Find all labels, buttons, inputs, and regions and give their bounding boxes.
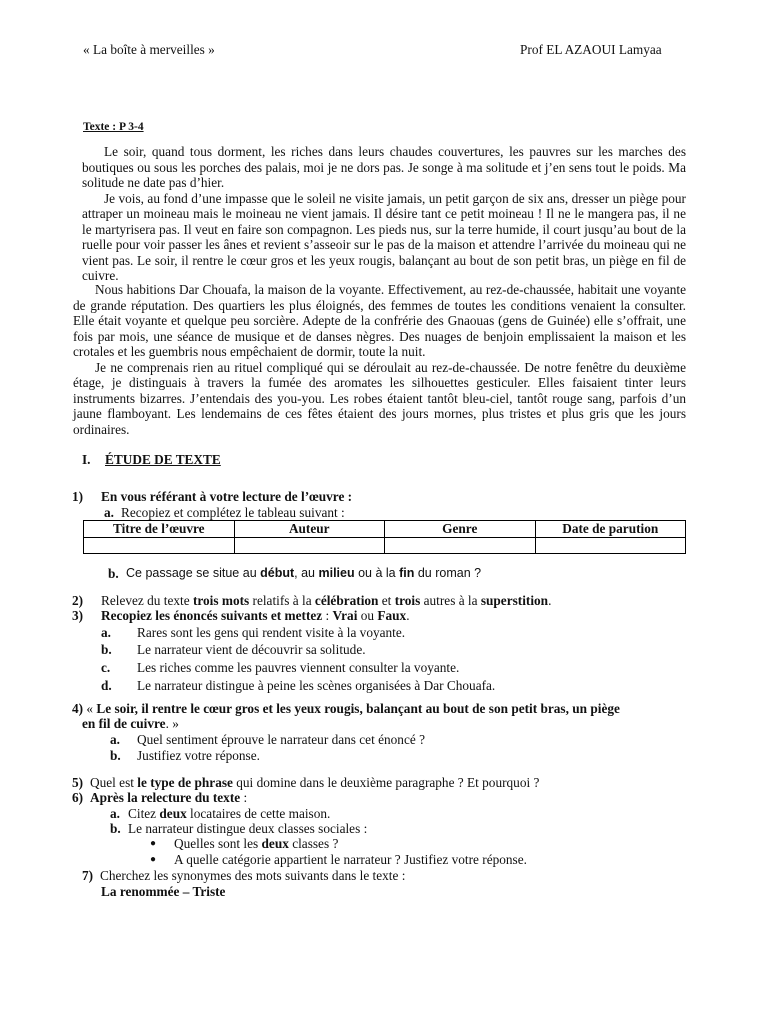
q6-b-label: b. xyxy=(110,821,121,836)
q2-text: Relevez du texte trois mots relatifs à la célébration et trois autres à la superstition. xyxy=(101,593,552,608)
table-header: Auteur xyxy=(234,521,385,538)
texte-label: Texte : P 3-4 xyxy=(83,121,144,133)
q3-d-text: Le narrateur distingue à peine les scènes organisées à Dar Chouafa. xyxy=(137,678,496,693)
table-cell xyxy=(385,537,536,553)
q4-b-label: b. xyxy=(110,748,121,763)
q4-a-label: a. xyxy=(110,732,120,747)
q5-text: Quel est le type de phrase qui domine dans le deuxième paragraphe ? Et pourquoi ? xyxy=(90,775,540,790)
q6-bullet-2: A quelle catégorie appartient le narrateur ? Justifiez votre réponse. xyxy=(174,852,527,867)
q3-a-text: Rares sont les gens qui rendent visite à la voyante. xyxy=(137,625,406,640)
table-header-row xyxy=(84,521,686,538)
q6-number: 6) xyxy=(72,790,84,805)
table-header: Titre de l’œuvre xyxy=(84,521,235,538)
q7-number: 7) xyxy=(82,868,94,883)
q3-b-label: b. xyxy=(101,642,112,657)
q2-number: 2) xyxy=(72,593,84,608)
oeuvre-table xyxy=(83,520,686,554)
q5-number: 5) xyxy=(72,775,84,790)
q4-quote: 4) « Le soir, il rentre le cœur gros et les yeux rougis, balançant au bout de son petit bras, un piège xyxy=(72,701,620,716)
table-cell xyxy=(84,537,235,553)
q3-number: 3) xyxy=(72,608,84,623)
q4-quote-end: en fil de cuivre. » xyxy=(82,716,179,731)
q3-a-label: a. xyxy=(101,625,111,640)
q7-words: La renommée – Triste xyxy=(101,884,226,899)
q3-d-label: d. xyxy=(101,678,112,693)
q3-c-text: Les riches comme les pauvres viennent consulter la voyante. xyxy=(137,660,460,675)
q6-a-text: Citez deux locataires de cette maison. xyxy=(128,806,331,821)
table-row xyxy=(84,537,686,553)
q6-bullet-1: Quelles sont les deux classes ? xyxy=(174,836,339,851)
q1-b-text: Ce passage se situe au début, au milieu ou à la fin du roman ? xyxy=(126,566,482,580)
paragraph-1: Le soir, quand tous dorment, les riches dans leurs chaudes couvertures, les pauvres sur les marches des boutiques ou sous les porches des palais, moi je ne dors pas. Je songe à ma solitude et j’en sens tout le poids. Ma solitude ne date pas d’hier. xyxy=(82,144,686,190)
q1-title: En vous référant à votre lecture de l’œuvre : xyxy=(101,489,353,504)
text-body xyxy=(82,144,686,284)
header-left: « La boîte à merveilles » xyxy=(83,42,215,57)
paragraph-2: Je vois, au fond d’une impasse que le soleil ne visite jamais, un petit garçon de six ans, dresser un piège pour attraper un moineau mais le moineau ne vient jamais. Il désire tant ce petit moineau ! Il ne le mangera pas, il ne le martyrisera pas. Il veut en faire son compagnon. Les pieds nus, sur la terre humide, il court jusqu’au bout de la ruelle pour voir passer les ânes et revient s’asseoir sur le pas de la maison et attendre l’arrivée du moineau qui ne vient pas. Le soir, il rentre le cœur gros et les yeux rougis, balançant au bout de son petit bras, un piège en fil de cuivre. xyxy=(82,190,686,283)
q6-a-label: a. xyxy=(110,806,120,821)
table-cell xyxy=(234,537,385,553)
q1-number: 1) xyxy=(72,489,84,504)
section-number: I. xyxy=(82,452,91,467)
q3-title: Recopiez les énoncés suivants et mettez : Vrai ou Faux. xyxy=(101,608,410,623)
q4-a-text: Quel sentiment éprouve le narrateur dans cet énoncé ? xyxy=(137,732,425,747)
q4-b-text: Justifiez votre réponse. xyxy=(137,748,260,763)
paragraph-3: Nous habitions Dar Chouafa, la maison de la voyante. Effectivement, au rez-de-chaussée, habitait une voyante de grande réputation. Des quartiers les plus éloignés, des femmes de toutes les conditions venaient la consulter. Elle était voyante et quelque peu sorcière. Adepte de la confrérie des Gnaouas (gens de Guinée) elle s’offrait, une fois par mois, une séance de musique et de danses nègres. Des nuages de benjoin emplissaient la maison et les crotales et les guembris nous empêchaient de dormir, toute la nuit. xyxy=(73,282,686,359)
table-header: Genre xyxy=(385,521,536,538)
q7-text: Cherchez les synonymes des mots suivants dans le texte : xyxy=(100,868,406,883)
q6-b-text: Le narrateur distingue deux classes sociales : xyxy=(128,821,368,836)
bullet-icon: ● xyxy=(150,854,157,865)
q3-c-label: c. xyxy=(101,660,111,675)
q1-a-label: a. xyxy=(104,505,114,520)
q3-b-text: Le narrateur vient de découvrir sa solitude. xyxy=(137,642,366,657)
section-title: ÉTUDE DE TEXTE xyxy=(105,452,221,467)
paragraph-4: Je ne comprenais rien au rituel compliqué qui se déroulait au rez-de-chaussée. De notre fenêtre du deuxième étage, je distinguais à travers la fumée des aromates les silhouettes gesticuler. Elles faisaient tinter leurs instruments bizarres. J’entendais des you-you. Les robes étaient tantôt bleu-ciel, tantôt rouge sang, parfois d’un jaune flamboyant. Les lendemains de ces fêtes étaient des jours mornes, plus tristes et plus gris que les jours ordinaires. xyxy=(73,359,686,437)
table-cell xyxy=(535,537,686,553)
q1-b-label: b. xyxy=(108,566,119,581)
text-body-2 xyxy=(73,282,686,437)
q6-title: Après la relecture du texte : xyxy=(90,790,248,805)
q1-a-text: Recopiez et complétez le tableau suivant : xyxy=(121,505,345,520)
header-right: Prof EL AZAOUI Lamyaa xyxy=(520,42,662,57)
bullet-icon: ● xyxy=(150,838,157,849)
table-header: Date de parution xyxy=(535,521,686,538)
